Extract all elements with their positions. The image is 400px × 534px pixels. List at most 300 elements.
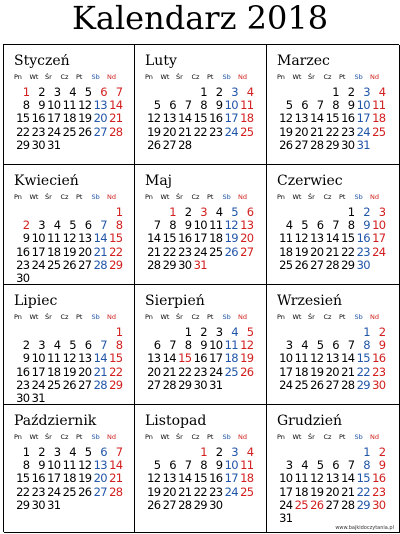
weekday-label: Wt — [292, 193, 302, 201]
day-cell: 18 — [294, 364, 308, 379]
day-cell: 12 — [294, 231, 308, 246]
day-cell: 15 — [162, 231, 176, 246]
site-credit: www.bajkidoczytania.pl — [335, 525, 394, 531]
day-cell: 2 — [215, 445, 223, 459]
day-cell: 2 — [184, 205, 192, 219]
day-cell: 10 — [279, 351, 293, 366]
day-cell: 6 — [332, 458, 339, 473]
day-cell: 7 — [347, 458, 355, 473]
day-cell: 14 — [162, 351, 176, 366]
day-cell: 31 — [47, 137, 61, 152]
day-cell: 5 — [316, 338, 324, 353]
weekday-label: Sb — [354, 73, 363, 81]
day-cell: 17 — [47, 471, 61, 486]
weekday-label: Pt — [76, 313, 83, 321]
day-cell: 12 — [78, 98, 92, 113]
day-cell: 15 — [109, 231, 123, 246]
weekday-label: Pn — [145, 73, 153, 81]
day-cell: 20 — [325, 364, 339, 379]
day-cell: 5 — [231, 205, 238, 219]
day-cell: 7 — [153, 218, 161, 233]
day-cell: 19 — [147, 484, 161, 499]
day-cell: 20 — [162, 484, 176, 499]
day-cell: 9 — [378, 458, 386, 473]
month-block — [4, 45, 135, 165]
day-cell: 14 — [325, 231, 339, 246]
day-cell: 13 — [240, 218, 254, 233]
day-cell: 26 — [147, 497, 161, 512]
day-cell: 9 — [38, 458, 45, 473]
day-cell: 16 — [372, 471, 386, 486]
day-cell: 6 — [332, 338, 339, 353]
weekday-label: Śr — [176, 313, 183, 321]
weekday-label: Pn — [145, 193, 153, 201]
day-cell: 22 — [16, 124, 30, 139]
day-cell: 30 — [356, 257, 370, 272]
day-cell: 26 — [78, 124, 92, 139]
day-cell: 2 — [378, 445, 386, 459]
day-cell: 15 — [16, 111, 30, 126]
day-cell: 26 — [62, 257, 76, 272]
weekday-label: Wt — [160, 73, 170, 81]
day-cell: 2 — [200, 325, 207, 339]
weekday-label: Pn — [14, 433, 22, 441]
day-cell: 5 — [153, 458, 161, 473]
day-cell: 6 — [153, 338, 161, 353]
day-cell: 9 — [22, 351, 30, 366]
day-cell: 7 — [115, 445, 123, 459]
weekday-label: Pt — [207, 73, 214, 81]
month-name: Lipiec — [14, 293, 58, 309]
day-cell: 3 — [38, 338, 45, 353]
day-cell: 14 — [178, 111, 192, 126]
day-cell: 4 — [231, 325, 238, 339]
day-cell: 15 — [109, 351, 123, 366]
day-cell: 1 — [22, 85, 30, 99]
day-cell: 17 — [47, 111, 61, 126]
day-cell: 3 — [53, 85, 61, 99]
day-cell: 10 — [372, 218, 386, 233]
day-cell: 1 — [363, 325, 370, 339]
day-grid — [277, 206, 399, 272]
day-cell: 19 — [240, 351, 254, 366]
day-cell: 14 — [310, 111, 324, 126]
day-cell: 4 — [246, 85, 254, 99]
day-cell: 10 — [356, 98, 370, 113]
day-cell: 9 — [22, 231, 30, 246]
weekday-label: Wt — [29, 313, 39, 321]
day-cell: 23 — [193, 364, 207, 379]
day-cell: 23 — [31, 124, 45, 139]
day-cell: 5 — [69, 218, 76, 233]
day-cell: 16 — [341, 111, 355, 126]
day-cell: 9 — [378, 338, 386, 353]
month-block — [267, 285, 400, 405]
weekday-label: Sb — [222, 193, 231, 201]
day-cell: 21 — [341, 484, 355, 499]
day-cell: 28 — [162, 377, 176, 392]
day-cell: 28 — [178, 497, 192, 512]
day-cell: 2 — [22, 218, 30, 233]
weekday-label: Pn — [277, 73, 285, 81]
day-cell: 20 — [93, 471, 107, 486]
day-cell: 7 — [100, 218, 107, 233]
day-cell: 28 — [341, 377, 355, 392]
day-cell: 8 — [115, 338, 123, 353]
day-cell: 8 — [22, 98, 30, 113]
day-cell: 28 — [109, 484, 123, 499]
day-cell: 4 — [69, 445, 76, 459]
day-cell: 31 — [31, 390, 45, 405]
day-cell: 26 — [78, 484, 92, 499]
day-cell: 24 — [372, 244, 386, 259]
day-cell: 27 — [162, 137, 176, 152]
day-cell: 30 — [372, 497, 386, 512]
day-cell: 17 — [224, 471, 238, 486]
day-cell: 3 — [285, 458, 293, 473]
day-cell: 16 — [209, 471, 223, 486]
day-cell: 13 — [78, 351, 92, 366]
day-cell: 11 — [372, 98, 386, 113]
day-cell: 15 — [325, 111, 339, 126]
day-cell: 23 — [341, 124, 355, 139]
day-cell: 7 — [184, 98, 192, 113]
day-cell: 20 — [294, 124, 308, 139]
day-cell: 25 — [47, 377, 61, 392]
day-cell: 7 — [115, 85, 123, 99]
day-cell: 21 — [93, 364, 107, 379]
day-cell: 10 — [209, 338, 223, 353]
day-cell: 22 — [109, 364, 123, 379]
day-cell: 5 — [285, 98, 293, 113]
day-cell: 3 — [38, 218, 45, 233]
day-cell: 8 — [169, 218, 176, 233]
weekday-label: Pt — [207, 193, 214, 201]
day-cell: 14 — [341, 351, 355, 366]
day-cell: 2 — [215, 85, 223, 99]
weekday-label: Cz — [191, 313, 200, 321]
weekday-label: Cz — [191, 193, 200, 201]
day-cell: 23 — [31, 484, 45, 499]
day-cell: 3 — [215, 325, 223, 339]
weekday-label: Sb — [354, 433, 363, 441]
day-cell: 4 — [246, 445, 254, 459]
day-cell: 3 — [53, 445, 61, 459]
day-cell: 11 — [209, 218, 223, 233]
day-grid — [145, 326, 266, 392]
day-cell: 1 — [169, 205, 176, 219]
day-cell: 25 — [294, 497, 308, 512]
day-cell: 21 — [109, 111, 123, 126]
day-cell: 3 — [378, 205, 386, 219]
day-cell: 8 — [347, 218, 355, 233]
day-cell: 1 — [363, 445, 370, 459]
day-cell: 7 — [316, 98, 324, 113]
day-cell: 23 — [209, 124, 223, 139]
weekday-label: Wt — [160, 433, 170, 441]
day-cell: 4 — [378, 85, 386, 99]
weekday-label: Sb — [222, 433, 231, 441]
weekday-label: Nd — [107, 193, 116, 201]
day-cell: 21 — [325, 244, 339, 259]
day-cell: 23 — [16, 257, 30, 272]
day-cell: 18 — [62, 471, 76, 486]
weekday-label: Sb — [222, 313, 231, 321]
weekday-label: Cz — [323, 193, 332, 201]
day-cell: 6 — [301, 98, 308, 113]
weekday-label: Cz — [323, 433, 332, 441]
day-cell: 14 — [147, 231, 161, 246]
weekday-label: Nd — [370, 193, 379, 201]
day-cell: 29 — [193, 497, 207, 512]
day-cell: 25 — [47, 257, 61, 272]
weekday-label: Wt — [29, 193, 39, 201]
day-grid — [145, 86, 266, 152]
day-cell: 17 — [31, 244, 45, 259]
day-cell: 14 — [93, 231, 107, 246]
day-cell: 19 — [147, 124, 161, 139]
day-cell: 22 — [325, 124, 339, 139]
day-cell: 7 — [169, 338, 176, 353]
day-cell: 5 — [316, 458, 324, 473]
day-cell: 12 — [62, 351, 76, 366]
day-cell: 22 — [109, 244, 123, 259]
weekday-label: Wt — [292, 313, 302, 321]
day-cell: 14 — [178, 471, 192, 486]
weekday-label: Pn — [145, 313, 153, 321]
weekday-label: Śr — [45, 313, 52, 321]
day-cell: 20 — [147, 364, 161, 379]
day-cell: 18 — [47, 244, 61, 259]
day-cell: 9 — [215, 98, 223, 113]
day-cell: 25 — [240, 124, 254, 139]
weekday-label: Wt — [160, 193, 170, 201]
day-cell: 14 — [109, 458, 123, 473]
weekday-label: Pt — [339, 433, 346, 441]
day-cell: 27 — [78, 257, 92, 272]
weekday-label: Wt — [292, 433, 302, 441]
day-cell: 24 — [279, 377, 293, 392]
day-cell: 10 — [279, 471, 293, 486]
weekday-label: Sb — [354, 313, 363, 321]
weekday-label: Pt — [339, 313, 346, 321]
day-cell: 11 — [294, 351, 308, 366]
day-cell: 29 — [16, 137, 30, 152]
day-cell: 18 — [279, 244, 293, 259]
day-cell: 25 — [240, 484, 254, 499]
day-cell: 18 — [240, 111, 254, 126]
day-cell: 19 — [62, 364, 76, 379]
day-cell: 17 — [372, 231, 386, 246]
day-cell: 11 — [62, 98, 76, 113]
day-cell: 3 — [200, 205, 207, 219]
weekday-label: Nd — [370, 433, 379, 441]
day-cell: 5 — [246, 325, 254, 339]
day-cell: 24 — [193, 244, 207, 259]
day-cell: 31 — [193, 257, 207, 272]
day-cell: 6 — [100, 445, 107, 459]
weekday-label: Pt — [207, 313, 214, 321]
day-cell: 26 — [224, 244, 238, 259]
day-cell: 18 — [372, 111, 386, 126]
weekday-label: Śr — [176, 73, 183, 81]
day-cell: 31 — [209, 377, 223, 392]
day-cell: 20 — [240, 231, 254, 246]
weekday-label: Sb — [91, 433, 100, 441]
day-cell: 19 — [78, 471, 92, 486]
day-cell: 3 — [363, 85, 370, 99]
weekday-label: Sb — [354, 193, 363, 201]
day-cell: 1 — [332, 85, 339, 99]
day-cell: 20 — [162, 124, 176, 139]
day-cell: 28 — [93, 377, 107, 392]
month-block — [135, 285, 267, 405]
weekday-label: Pn — [145, 433, 153, 441]
day-cell: 4 — [215, 205, 223, 219]
weekday-label: Pt — [76, 73, 83, 81]
day-cell: 16 — [31, 471, 45, 486]
month-name: Marzec — [277, 53, 330, 69]
day-cell: 10 — [47, 98, 61, 113]
day-cell: 25 — [372, 124, 386, 139]
weekday-label: Wt — [160, 313, 170, 321]
day-cell: 3 — [285, 338, 293, 353]
day-cell: 13 — [93, 458, 107, 473]
day-cell: 25 — [279, 257, 293, 272]
day-cell: 18 — [294, 484, 308, 499]
day-cell: 29 — [162, 257, 176, 272]
day-cell: 18 — [240, 471, 254, 486]
weekday-label: Nd — [238, 433, 247, 441]
day-cell: 25 — [294, 377, 308, 392]
day-cell: 9 — [215, 458, 223, 473]
day-cell: 19 — [62, 244, 76, 259]
day-cell: 7 — [347, 338, 355, 353]
month-name: Styczeń — [14, 53, 70, 69]
day-cell: 8 — [115, 218, 123, 233]
day-cell: 25 — [224, 364, 238, 379]
day-cell: 29 — [356, 497, 370, 512]
day-cell: 10 — [47, 458, 61, 473]
day-cell: 12 — [310, 471, 324, 486]
day-cell: 17 — [224, 111, 238, 126]
weekday-label: Sb — [91, 313, 100, 321]
day-cell: 10 — [193, 218, 207, 233]
weekday-label: Śr — [308, 313, 315, 321]
day-cell: 30 — [372, 377, 386, 392]
day-cell: 6 — [84, 218, 92, 233]
day-cell: 7 — [100, 338, 107, 353]
month-name: Czerwiec — [277, 173, 343, 189]
month-block — [135, 45, 267, 165]
day-cell: 22 — [341, 244, 355, 259]
weekday-label: Nd — [238, 313, 247, 321]
day-cell: 13 — [310, 231, 324, 246]
weekday-label: Pn — [14, 73, 22, 81]
day-cell: 30 — [31, 137, 45, 152]
day-cell: 6 — [84, 338, 92, 353]
day-cell: 11 — [224, 338, 238, 353]
day-cell: 19 — [310, 484, 324, 499]
day-cell: 30 — [178, 257, 192, 272]
day-cell: 12 — [310, 351, 324, 366]
month-name: Październik — [14, 413, 97, 429]
day-cell: 10 — [224, 458, 238, 473]
day-cell: 5 — [153, 98, 161, 113]
day-cell: 30 — [209, 497, 223, 512]
day-cell: 17 — [279, 364, 293, 379]
day-cell: 8 — [332, 98, 339, 113]
day-cell: 6 — [316, 218, 324, 233]
weekday-label: Cz — [191, 73, 200, 81]
weekday-label: Cz — [323, 73, 332, 81]
day-cell: 24 — [224, 124, 238, 139]
day-cell: 24 — [31, 377, 45, 392]
weekday-label: Sb — [91, 73, 100, 81]
weekday-label: Nd — [238, 193, 247, 201]
weekday-label: Śr — [176, 433, 183, 441]
day-cell: 21 — [109, 471, 123, 486]
day-cell: 18 — [62, 111, 76, 126]
day-cell: 30 — [16, 390, 30, 405]
weekday-label: Śr — [308, 193, 315, 201]
day-cell: 9 — [200, 338, 207, 353]
day-cell: 1 — [200, 445, 207, 459]
weekday-label: Cz — [60, 73, 69, 81]
weekday-label: Śr — [45, 73, 52, 81]
day-cell: 24 — [47, 124, 61, 139]
day-cell: 2 — [38, 85, 45, 99]
weekday-label: Pn — [277, 193, 285, 201]
day-cell: 21 — [93, 244, 107, 259]
day-grid — [145, 206, 266, 272]
day-cell: 5 — [84, 85, 92, 99]
weekday-label: Nd — [107, 313, 116, 321]
day-cell: 27 — [310, 257, 324, 272]
day-cell: 30 — [16, 270, 30, 285]
month-name: Listopad — [145, 413, 207, 429]
day-cell: 10 — [31, 231, 45, 246]
month-name: Kwiecień — [14, 173, 79, 189]
months-grid — [3, 44, 399, 532]
day-cell: 12 — [224, 218, 238, 233]
day-cell: 12 — [147, 471, 161, 486]
day-grid — [14, 206, 134, 285]
weekday-label: Śr — [45, 433, 52, 441]
day-cell: 25 — [62, 484, 76, 499]
day-cell: 23 — [16, 377, 30, 392]
day-cell: 26 — [310, 377, 324, 392]
day-cell: 23 — [209, 484, 223, 499]
day-cell: 6 — [100, 85, 107, 99]
day-cell: 13 — [93, 98, 107, 113]
day-cell: 1 — [115, 205, 123, 219]
day-cell: 12 — [62, 231, 76, 246]
month-block — [267, 45, 400, 165]
day-cell: 16 — [16, 244, 30, 259]
day-cell: 13 — [325, 471, 339, 486]
day-cell: 27 — [93, 484, 107, 499]
day-cell: 6 — [169, 98, 176, 113]
day-cell: 11 — [240, 458, 254, 473]
day-cell: 23 — [372, 484, 386, 499]
day-cell: 9 — [363, 218, 370, 233]
month-block — [267, 405, 400, 533]
day-cell: 19 — [224, 231, 238, 246]
weekday-label: Śr — [45, 193, 52, 201]
day-cell: 27 — [93, 124, 107, 139]
day-cell: 31 — [356, 137, 370, 152]
